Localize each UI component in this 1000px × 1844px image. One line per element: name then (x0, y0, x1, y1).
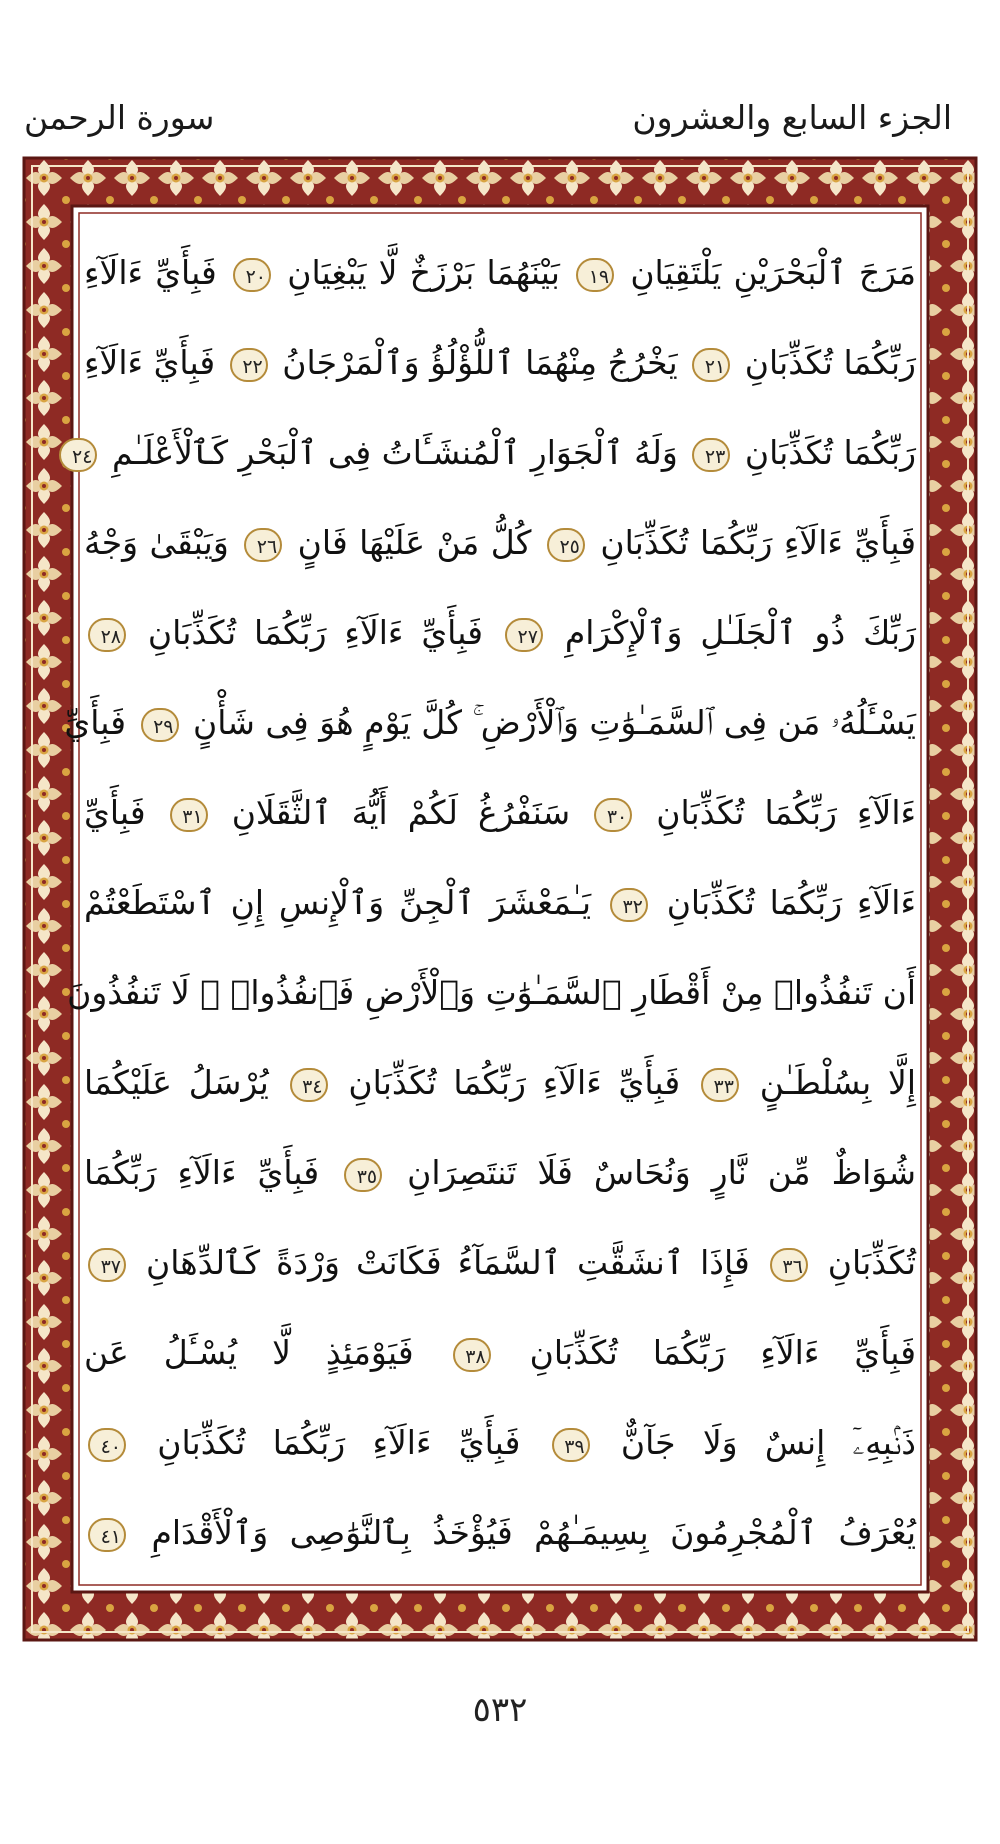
ayah-number-marker: ٣٩ (552, 1428, 590, 1462)
verse-text: يَسْـَٔلُهُۥ مَن فِى ٱلسَّمَـٰوَٰتِ وَٱلْأَرْضِ ۚ كُلَّ يَوْمٍ هُوَ فِى شَأْنٍ (193, 703, 916, 742)
ayah-number-marker: ٢٥ (547, 528, 585, 562)
text-line (84, 510, 916, 576)
verse-text: فَبِأَيِّ (84, 793, 146, 832)
surah-title: سورة الرحمن (24, 98, 215, 137)
verse-text: كُلُّ مَنْ عَلَيْهَا فَانٍ (297, 523, 532, 562)
ayah-number-marker: ٣١ (170, 798, 208, 832)
text-line (84, 780, 916, 846)
verse-text: يُعْرَفُ ٱلْمُجْرِمُونَ بِسِيمَـٰهُمْ فَيُؤْخَذُ بِٱلنَّوَٰصِى وَٱلْأَقْدَامِ (151, 1513, 916, 1552)
ayah-number-marker: ٢٤ (59, 438, 97, 472)
text-line (84, 1500, 916, 1566)
ayah-number-marker: ٣٦ (770, 1248, 808, 1282)
verse-text: رَبِّكُمَا تُكَذِّبَانِ (744, 433, 916, 472)
ayah-number-marker: ٣٠ (594, 798, 632, 832)
ayah-number-marker: ٣٢ (610, 888, 648, 922)
text-line (84, 240, 916, 306)
ayah-number-marker: ٢٨ (88, 618, 126, 652)
ayah-number-marker: ٣٧ (88, 1248, 126, 1282)
verse-text: فَبِأَيِّ ءَالَآءِ (84, 343, 216, 382)
ayah-number-marker: ٢٩ (141, 708, 179, 742)
verse-text: فَيَوْمَئِذٍ لَّا يُسْـَٔلُ عَن (84, 1333, 414, 1372)
ayah-number-marker: ٢٣ (692, 438, 730, 472)
text-line (84, 600, 916, 666)
verse-text: رَبِّكُمَا تُكَذِّبَانِ (744, 343, 916, 382)
ayah-number-marker: ٣٨ (453, 1338, 491, 1372)
verse-text: فَبِأَيِّ ءَالَآءِ رَبِّكُمَا تُكَذِّبَانِ (348, 1063, 681, 1102)
verse-text: وَلَهُ ٱلْجَوَارِ ٱلْمُنشَـَٔاتُ فِى ٱلْبَحْرِ كَٱلْأَعْلَـٰمِ (111, 433, 678, 472)
ayah-number-marker: ٢١ (692, 348, 730, 382)
verse-text: بَيْنَهُمَا بَرْزَخٌ لَّا يَبْغِيَانِ (287, 253, 560, 292)
text-line (84, 1230, 916, 1296)
ayah-number-marker: ٢٧ (505, 618, 543, 652)
verse-text: رَبِّكَ ذُو ٱلْجَلَـٰلِ وَٱلْإِكْرَامِ (564, 613, 917, 652)
ayah-number-marker: ٤١ (88, 1518, 126, 1552)
verse-text: يَـٰمَعْشَرَ ٱلْجِنِّ وَٱلْإِنسِ إِنِ ٱسْتَطَعْتُمْ (84, 883, 592, 922)
verse-text: يُرْسَلُ عَلَيْكُمَا (84, 1063, 269, 1102)
quran-text-block (64, 240, 917, 1592)
text-line (84, 870, 916, 936)
ayah-number-marker: ٢٦ (244, 528, 282, 562)
verse-text: يَخْرُجُ مِنْهُمَا ٱللُّؤْلُؤُ وَٱلْمَرْجَانُ (282, 343, 678, 382)
text-line (84, 1050, 916, 1116)
ayah-number-marker: ٣٣ (701, 1068, 739, 1102)
verse-text: ءَالَآءِ رَبِّكُمَا تُكَذِّبَانِ (666, 883, 916, 922)
text-line (64, 690, 916, 756)
ayah-number-marker: ٣٤ (290, 1068, 328, 1102)
ayah-number-marker: ٣٥ (344, 1158, 382, 1192)
text-line (84, 330, 916, 396)
verse-text: فَبِأَيِّ ءَالَآءِ رَبِّكُمَا تُكَذِّبَانِ (600, 523, 916, 562)
juz-title: الجزء السابع والعشرون (632, 98, 952, 137)
ayah-number-marker: ٢٢ (230, 348, 268, 382)
verse-text: فَبِأَيِّ ءَالَآءِ (84, 253, 217, 292)
verse-text: فَبِأَيِّ ءَالَآءِ رَبِّكُمَا تُكَذِّبَانِ (157, 1423, 521, 1462)
verse-text: فَبِأَيِّ ءَالَآءِ رَبِّكُمَا تُكَذِّبَانِ (529, 1333, 916, 1372)
verse-text: ءَالَآءِ رَبِّكُمَا تُكَذِّبَانِ (656, 793, 917, 832)
verse-text: فَبِأَيِّ ءَالَآءِ رَبِّكُمَا تُكَذِّبَانِ (147, 613, 483, 652)
ayah-number-marker: ٢٠ (233, 258, 271, 292)
text-line (72, 420, 916, 486)
verse-text: وَيَبْقَىٰ وَجْهُ (84, 523, 229, 562)
text-line (84, 1320, 916, 1386)
verse-text: شُوَاظٌ مِّن نَّارٍ وَنُحَاسٌ فَلَا تَنتَصِرَانِ (407, 1153, 916, 1192)
verse-text: تُكَذِّبَانِ (827, 1243, 917, 1282)
text-line (84, 1140, 916, 1206)
ayah-number-marker: ٤٠ (88, 1428, 126, 1462)
ayah-number-marker: ١٩ (576, 258, 614, 292)
verse-text: أَن تَنفُذُوا۟ مِنْ أَقْطَارِ ٱلسَّمَـٰوَٰتِ وَٱلْأَرْضِ فَٱنفُذُوا۟ ۚ لَا تَنفُذُونَ (67, 973, 916, 1012)
verse-text: إِلَّا بِسُلْطَـٰنٍ (759, 1063, 916, 1102)
verse-text: مَرَجَ ٱلْبَحْرَيْنِ يَلْتَقِيَانِ (630, 253, 917, 292)
verse-text: فَإِذَا ٱنشَقَّتِ ٱلسَّمَآءُ فَكَانَتْ وَرْدَةً كَٱلدِّهَانِ (146, 1243, 750, 1282)
text-line (67, 960, 916, 1026)
verse-text: فَبِأَيِّ ءَالَآءِ رَبِّكُمَا (84, 1153, 320, 1192)
text-line (84, 1410, 916, 1476)
page-number: ٥٣٢ (472, 1690, 528, 1730)
verse-text: سَنَفْرُغُ لَكُمْ أَيُّهَ ٱلثَّقَلَانِ (231, 793, 571, 832)
verse-text: ذَنۢبِهِۦٓ إِنسٌ وَلَا جَآنٌّ (620, 1423, 916, 1462)
verse-text: فَبِأَيِّ (64, 703, 126, 742)
